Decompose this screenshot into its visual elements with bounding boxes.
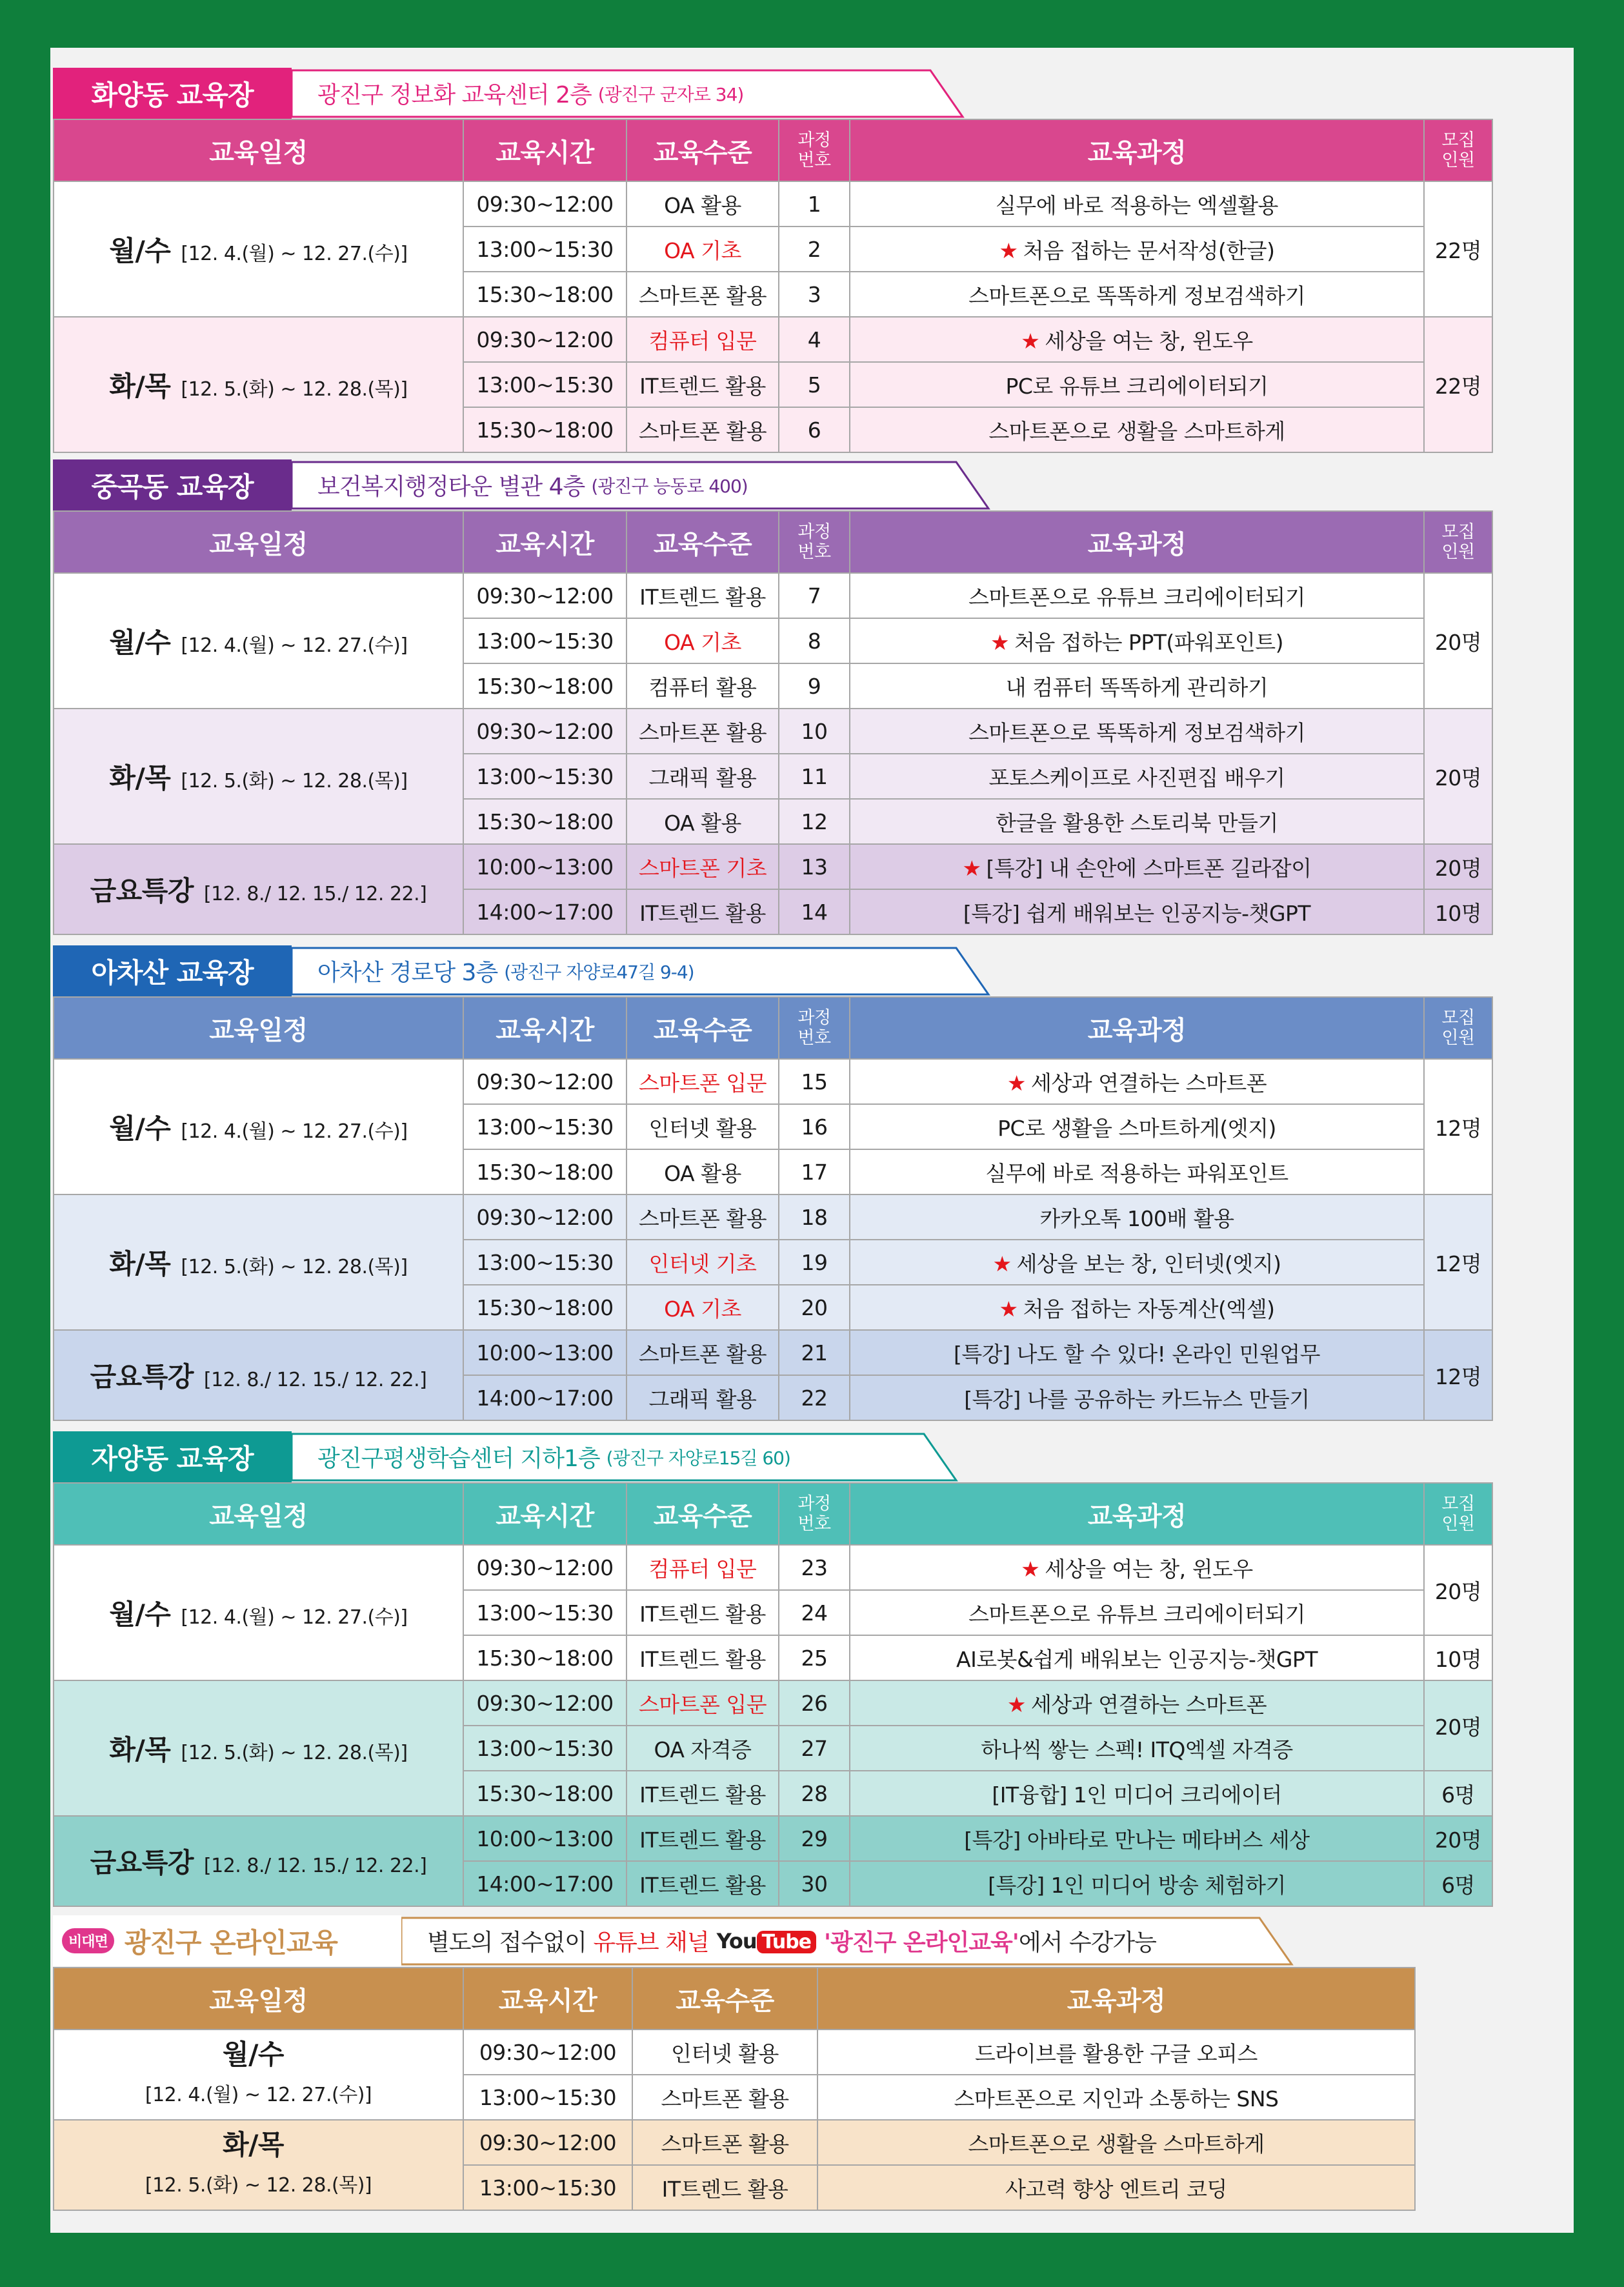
course-cell: 스마트폰으로 유튜브 크리에이터되기 — [850, 573, 1424, 618]
time-cell: 14:00~17:00 — [463, 1375, 627, 1420]
course-no-cell: 12 — [779, 799, 850, 844]
youtube-logo-icon: You Tube — [717, 1928, 816, 1954]
course-cell: [IT융합] 1인 미디어 크리에이터 — [850, 1771, 1424, 1816]
schedule-table — [53, 1482, 1493, 1907]
header-level: 교육수준 — [627, 511, 779, 573]
course-no-cell: 25 — [779, 1635, 850, 1680]
header-level: 교육수준 — [632, 1968, 817, 2030]
header-capacity: 모집 인원 — [1424, 119, 1492, 181]
course-cell: [특강] 쉽게 배워보는 인공지능-챗GPT — [850, 889, 1424, 934]
level-cell: IT트렌드 활용 — [627, 1816, 779, 1861]
capacity-cell: 10명 — [1424, 1635, 1492, 1680]
star-icon: ★ — [990, 629, 1010, 655]
time-cell: 09:30~12:00 — [463, 1545, 627, 1590]
course-no-cell: 2 — [779, 227, 850, 272]
course-no-cell: 9 — [779, 663, 850, 709]
desc-channel: 유튜브 채널 — [593, 1929, 709, 1956]
course-cell: 포토스케이프로 사진편집 배우기 — [850, 754, 1424, 799]
section-title: 자양동 교육장 — [53, 1431, 292, 1482]
capacity-cell: 20명 — [1424, 844, 1492, 889]
course-cell: 내 컴퓨터 똑똑하게 관리하기 — [850, 663, 1424, 709]
schedule-cell: 월/수 [12. 4.(월) ~ 12. 27.(수)] — [54, 1059, 463, 1194]
capacity-cell: 10명 — [1424, 889, 1492, 934]
course-no-cell: 16 — [779, 1104, 850, 1149]
header-capacity: 모집 인원 — [1424, 1483, 1492, 1545]
time-cell: 13:00~15:30 — [463, 1104, 627, 1149]
header-schedule: 교육일정 — [54, 1483, 463, 1545]
header-time: 교육시간 — [463, 119, 627, 181]
course-cell: 한글을 활용한 스토리북 만들기 — [850, 799, 1424, 844]
course-no-cell: 29 — [779, 1816, 850, 1861]
time-cell: 15:30~18:00 — [463, 1149, 627, 1194]
section-location — [292, 68, 969, 119]
schedule-cell: 화/목 [12. 5.(화) ~ 12. 28.(목)] — [54, 317, 463, 452]
header-schedule: 교육일정 — [54, 119, 463, 181]
location-text: 광진구평생학습센터 지하1층 — [317, 1446, 600, 1472]
header-time: 교육시간 — [463, 511, 627, 573]
course-cell: 실무에 바로 적용하는 엑셀활용 — [850, 181, 1424, 227]
schedule-cell: 월/수 [12. 4.(월) ~ 12. 27.(수)] — [54, 2030, 463, 2120]
course-cell: 스마트폰으로 생활을 스마트하게 — [817, 2120, 1415, 2165]
level-cell: 스마트폰 기초 — [627, 844, 779, 889]
level-cell: 인터넷 기초 — [627, 1240, 779, 1285]
course-no-cell: 5 — [779, 362, 850, 407]
course-no-cell: 14 — [779, 889, 850, 934]
capacity-cell: 12명 — [1424, 1059, 1492, 1194]
location-text: 보건복지행정타운 별관 4층 — [317, 474, 585, 500]
level-cell: OA 기초 — [627, 618, 779, 663]
header-time: 교육시간 — [463, 997, 627, 1059]
level-cell: 컴퓨터 입문 — [627, 1545, 779, 1590]
time-cell: 09:30~12:00 — [463, 709, 627, 754]
course-cell: [특강] 1인 미디어 방송 체험하기 — [850, 1861, 1424, 1906]
capacity-cell: 22명 — [1424, 181, 1492, 317]
section-junggok — [53, 459, 1492, 935]
course-no-cell: 11 — [779, 754, 850, 799]
star-icon: ★ — [992, 1251, 1012, 1276]
header-time: 교육시간 — [463, 1483, 627, 1545]
course-no-cell: 1 — [779, 181, 850, 227]
time-cell: 14:00~17:00 — [463, 889, 627, 934]
header-time: 교육시간 — [463, 1968, 632, 2030]
time-cell: 15:30~18:00 — [463, 1635, 627, 1680]
online-description — [401, 1915, 1298, 1966]
header-capacity: 모집 인원 — [1424, 997, 1492, 1059]
course-cell: ★ 세상을 여는 창, 윈도우 — [850, 1545, 1424, 1590]
level-cell: 스마트폰 활용 — [627, 1194, 779, 1240]
level-cell: OA 활용 — [627, 799, 779, 844]
time-cell: 15:30~18:00 — [463, 1771, 627, 1816]
course-no-cell: 17 — [779, 1149, 850, 1194]
level-cell: 컴퓨터 입문 — [627, 317, 779, 362]
course-no-cell: 13 — [779, 844, 850, 889]
course-cell: ★ [특강] 내 손안에 스마트폰 길라잡이 — [850, 844, 1424, 889]
time-cell: 09:30~12:00 — [463, 1059, 627, 1104]
course-cell: ★ 세상을 여는 창, 윈도우 — [850, 317, 1424, 362]
header-course-no: 과정 번호 — [779, 1483, 850, 1545]
time-cell: 14:00~17:00 — [463, 1861, 627, 1906]
address-text: (광진구 자양로47길 9-4) — [504, 961, 694, 983]
time-cell: 09:30~12:00 — [463, 317, 627, 362]
course-no-cell: 4 — [779, 317, 850, 362]
capacity-cell: 20명 — [1424, 1680, 1492, 1771]
level-cell: OA 기초 — [627, 227, 779, 272]
course-no-cell: 15 — [779, 1059, 850, 1104]
time-cell: 15:30~18:00 — [463, 663, 627, 709]
address-text: (광진구 능동로 400) — [591, 475, 748, 497]
schedule-cell: 금요특강 [12. 8./ 12. 15./ 12. 22.] — [54, 844, 463, 934]
header-course-no: 과정 번호 — [779, 997, 850, 1059]
course-cell: ★ 세상과 연결하는 스마트폰 — [850, 1059, 1424, 1104]
level-cell: 스마트폰 활용 — [627, 407, 779, 452]
capacity-cell: 12명 — [1424, 1194, 1492, 1330]
online-table — [53, 1967, 1416, 2211]
capacity-cell: 20명 — [1424, 1545, 1492, 1635]
course-cell: 스마트폰으로 생활을 스마트하게 — [850, 407, 1424, 452]
level-cell: 스마트폰 활용 — [627, 272, 779, 317]
schedule-cell: 화/목 [12. 5.(화) ~ 12. 28.(목)] — [54, 1194, 463, 1330]
course-no-cell: 30 — [779, 1861, 850, 1906]
time-cell: 09:30~12:00 — [463, 1680, 627, 1726]
header-capacity: 모집 인원 — [1424, 511, 1492, 573]
schedule-cell: 화/목 [12. 5.(화) ~ 12. 28.(목)] — [54, 1680, 463, 1816]
level-cell: IT트렌드 활용 — [627, 1771, 779, 1816]
capacity-cell: 6명 — [1424, 1771, 1492, 1816]
desc-channel-name: '광진구 온라인교육' — [824, 1929, 1019, 1956]
level-cell: IT트렌드 활용 — [627, 1861, 779, 1906]
level-cell: IT트렌드 활용 — [627, 889, 779, 934]
header-course: 교육과정 — [850, 511, 1424, 573]
time-cell: 13:00~15:30 — [463, 2075, 632, 2120]
time-cell: 15:30~18:00 — [463, 272, 627, 317]
schedule-cell: 금요특강 [12. 8./ 12. 15./ 12. 22.] — [54, 1330, 463, 1420]
level-cell: 컴퓨터 활용 — [627, 663, 779, 709]
level-cell: 스마트폰 입문 — [627, 1059, 779, 1104]
time-cell: 13:00~15:30 — [463, 362, 627, 407]
schedule-cell: 월/수 [12. 4.(월) ~ 12. 27.(수)] — [54, 181, 463, 317]
time-cell: 09:30~12:00 — [463, 181, 627, 227]
section-location — [292, 459, 995, 510]
header-course: 교육과정 — [817, 1968, 1415, 2030]
desc-pre: 별도의 접수없이 — [427, 1929, 586, 1956]
level-cell: 그래픽 활용 — [627, 1375, 779, 1420]
contactless-badge: 비대면 — [62, 1928, 114, 1953]
level-cell: IT트렌드 활용 — [627, 1590, 779, 1635]
course-cell: PC로 생활을 스마트하게(엣지) — [850, 1104, 1424, 1149]
location-text: 광진구 정보화 교육센터 2층 — [317, 82, 592, 108]
capacity-cell: 20명 — [1424, 709, 1492, 844]
time-cell: 10:00~13:00 — [463, 1330, 627, 1375]
address-text: (광진구 군자로 34) — [597, 83, 744, 105]
header-course: 교육과정 — [850, 997, 1424, 1059]
level-cell: IT트렌드 활용 — [632, 2165, 817, 2210]
course-no-cell: 3 — [779, 272, 850, 317]
star-icon: ★ — [1007, 1691, 1026, 1717]
course-no-cell: 27 — [779, 1726, 850, 1771]
time-cell: 13:00~15:30 — [463, 618, 627, 663]
online-title: 광진구 온라인교육 — [124, 1926, 337, 1959]
course-no-cell: 8 — [779, 618, 850, 663]
time-cell: 09:30~12:00 — [463, 573, 627, 618]
level-cell: 스마트폰 활용 — [632, 2120, 817, 2165]
course-cell: 하나씩 쌓는 스펙! ITQ엑셀 자격증 — [850, 1726, 1424, 1771]
course-no-cell: 24 — [779, 1590, 850, 1635]
location-text: 아차산 경로당 3층 — [317, 960, 498, 986]
course-no-cell: 28 — [779, 1771, 850, 1816]
level-cell: IT트렌드 활용 — [627, 362, 779, 407]
star-icon: ★ — [1021, 1556, 1040, 1582]
section-title: 화양동 교육장 — [53, 68, 292, 119]
course-cell: 스마트폰으로 지인과 소통하는 SNS — [817, 2075, 1415, 2120]
time-cell: 15:30~18:00 — [463, 1285, 627, 1330]
level-cell: 인터넷 활용 — [632, 2030, 817, 2075]
course-cell: [특강] 나도 할 수 있다! 온라인 민원업무 — [850, 1330, 1424, 1375]
header-schedule: 교육일정 — [54, 1968, 463, 2030]
section-location — [292, 945, 995, 996]
level-cell: IT트렌드 활용 — [627, 573, 779, 618]
course-no-cell: 10 — [779, 709, 850, 754]
level-cell: OA 활용 — [627, 1149, 779, 1194]
time-cell: 09:30~12:00 — [463, 1194, 627, 1240]
schedule-cell: 금요특강 [12. 8./ 12. 15./ 12. 22.] — [54, 1816, 463, 1906]
header-course: 교육과정 — [850, 1483, 1424, 1545]
time-cell: 13:00~15:30 — [463, 227, 627, 272]
schedule-cell: 월/수 [12. 4.(월) ~ 12. 27.(수)] — [54, 1545, 463, 1680]
course-cell: AI로봇&쉽게 배워보는 인공지능-챗GPT — [850, 1635, 1424, 1680]
time-cell: 13:00~15:30 — [463, 754, 627, 799]
level-cell: 그래픽 활용 — [627, 754, 779, 799]
header-schedule: 교육일정 — [54, 997, 463, 1059]
course-no-cell: 26 — [779, 1680, 850, 1726]
level-cell: 스마트폰 활용 — [627, 709, 779, 754]
course-cell: ★ 세상을 보는 창, 인터넷(엣지) — [850, 1240, 1424, 1285]
section-achasan — [53, 945, 1492, 1421]
time-cell: 09:30~12:00 — [463, 2120, 632, 2165]
course-cell: ★ 처음 접하는 자동계산(엑셀) — [850, 1285, 1424, 1330]
schedule-table — [53, 996, 1493, 1421]
time-cell: 13:00~15:30 — [463, 1240, 627, 1285]
time-cell: 15:30~18:00 — [463, 799, 627, 844]
star-icon: ★ — [962, 855, 981, 881]
section-title — [53, 1915, 401, 1966]
level-cell: 스마트폰 활용 — [627, 1330, 779, 1375]
schedule-cell: 화/목 [12. 5.(화) ~ 12. 28.(목)] — [54, 709, 463, 844]
capacity-cell: 12명 — [1424, 1330, 1492, 1420]
course-cell: ★ 세상과 연결하는 스마트폰 — [850, 1680, 1424, 1726]
header-schedule: 교육일정 — [54, 511, 463, 573]
header-level: 교육수준 — [627, 119, 779, 181]
course-cell: PC로 유튜브 크리에이터되기 — [850, 362, 1424, 407]
course-no-cell: 7 — [779, 573, 850, 618]
course-no-cell: 20 — [779, 1285, 850, 1330]
capacity-cell: 20명 — [1424, 1816, 1492, 1861]
capacity-cell: 22명 — [1424, 317, 1492, 452]
course-cell: 스마트폰으로 유튜브 크리에이터되기 — [850, 1590, 1424, 1635]
star-icon: ★ — [1007, 1070, 1026, 1096]
capacity-cell: 6명 — [1424, 1861, 1492, 1906]
course-cell: ★ 처음 접하는 문서작성(한글) — [850, 227, 1424, 272]
capacity-cell: 20명 — [1424, 573, 1492, 709]
level-cell: 스마트폰 활용 — [632, 2075, 817, 2120]
section-title: 중곡동 교육장 — [53, 459, 292, 510]
star-icon: ★ — [999, 1296, 1018, 1322]
time-cell: 13:00~15:30 — [463, 2165, 632, 2210]
time-cell: 15:30~18:00 — [463, 407, 627, 452]
course-no-cell: 22 — [779, 1375, 850, 1420]
time-cell: 10:00~13:00 — [463, 844, 627, 889]
level-cell: OA 활용 — [627, 181, 779, 227]
level-cell: OA 기초 — [627, 1285, 779, 1330]
time-cell: 10:00~13:00 — [463, 1816, 627, 1861]
level-cell: IT트렌드 활용 — [627, 1635, 779, 1680]
section-title: 아차산 교육장 — [53, 945, 292, 996]
desc-post: 에서 수강가능 — [1018, 1929, 1156, 1956]
section-hwayang — [53, 68, 1492, 453]
level-cell: 인터넷 활용 — [627, 1104, 779, 1149]
header-course: 교육과정 — [850, 119, 1424, 181]
time-cell: 09:30~12:00 — [463, 2030, 632, 2075]
schedule-cell: 월/수 [12. 4.(월) ~ 12. 27.(수)] — [54, 573, 463, 709]
course-cell: 스마트폰으로 똑똑하게 정보검색하기 — [850, 272, 1424, 317]
address-text: (광진구 자양로15길 60) — [606, 1447, 790, 1469]
header-level: 교육수준 — [627, 997, 779, 1059]
course-cell: 드라이브를 활용한 구글 오피스 — [817, 2030, 1415, 2075]
course-cell: 카카오톡 100배 활용 — [850, 1194, 1424, 1240]
star-icon: ★ — [999, 237, 1018, 263]
header-level: 교육수준 — [627, 1483, 779, 1545]
header-course-no: 과정 번호 — [779, 511, 850, 573]
level-cell: OA 자격증 — [627, 1726, 779, 1771]
course-no-cell: 19 — [779, 1240, 850, 1285]
time-cell: 13:00~15:30 — [463, 1590, 627, 1635]
course-cell: [특강] 나를 공유하는 카드뉴스 만들기 — [850, 1375, 1424, 1420]
course-no-cell: 23 — [779, 1545, 850, 1590]
course-no-cell: 6 — [779, 407, 850, 452]
course-cell: [특강] 아바타로 만나는 메타버스 세상 — [850, 1816, 1424, 1861]
course-cell: 스마트폰으로 똑똑하게 정보검색하기 — [850, 709, 1424, 754]
course-cell: 실무에 바로 적용하는 파워포인트 — [850, 1149, 1424, 1194]
course-cell: 사고력 향상 엔트리 코딩 — [817, 2165, 1415, 2210]
schedule-cell: 화/목 [12. 5.(화) ~ 12. 28.(목)] — [54, 2120, 463, 2210]
schedule-table — [53, 510, 1493, 935]
section-location — [292, 1431, 963, 1482]
time-cell: 13:00~15:30 — [463, 1726, 627, 1771]
section-online — [53, 1915, 1414, 2211]
section-jayang — [53, 1431, 1492, 1907]
schedule-table — [53, 119, 1493, 453]
course-cell: ★ 처음 접하는 PPT(파워포인트) — [850, 618, 1424, 663]
star-icon: ★ — [1021, 328, 1040, 354]
course-no-cell: 21 — [779, 1330, 850, 1375]
header-course-no: 과정 번호 — [779, 119, 850, 181]
level-cell: 스마트폰 입문 — [627, 1680, 779, 1726]
course-no-cell: 18 — [779, 1194, 850, 1240]
